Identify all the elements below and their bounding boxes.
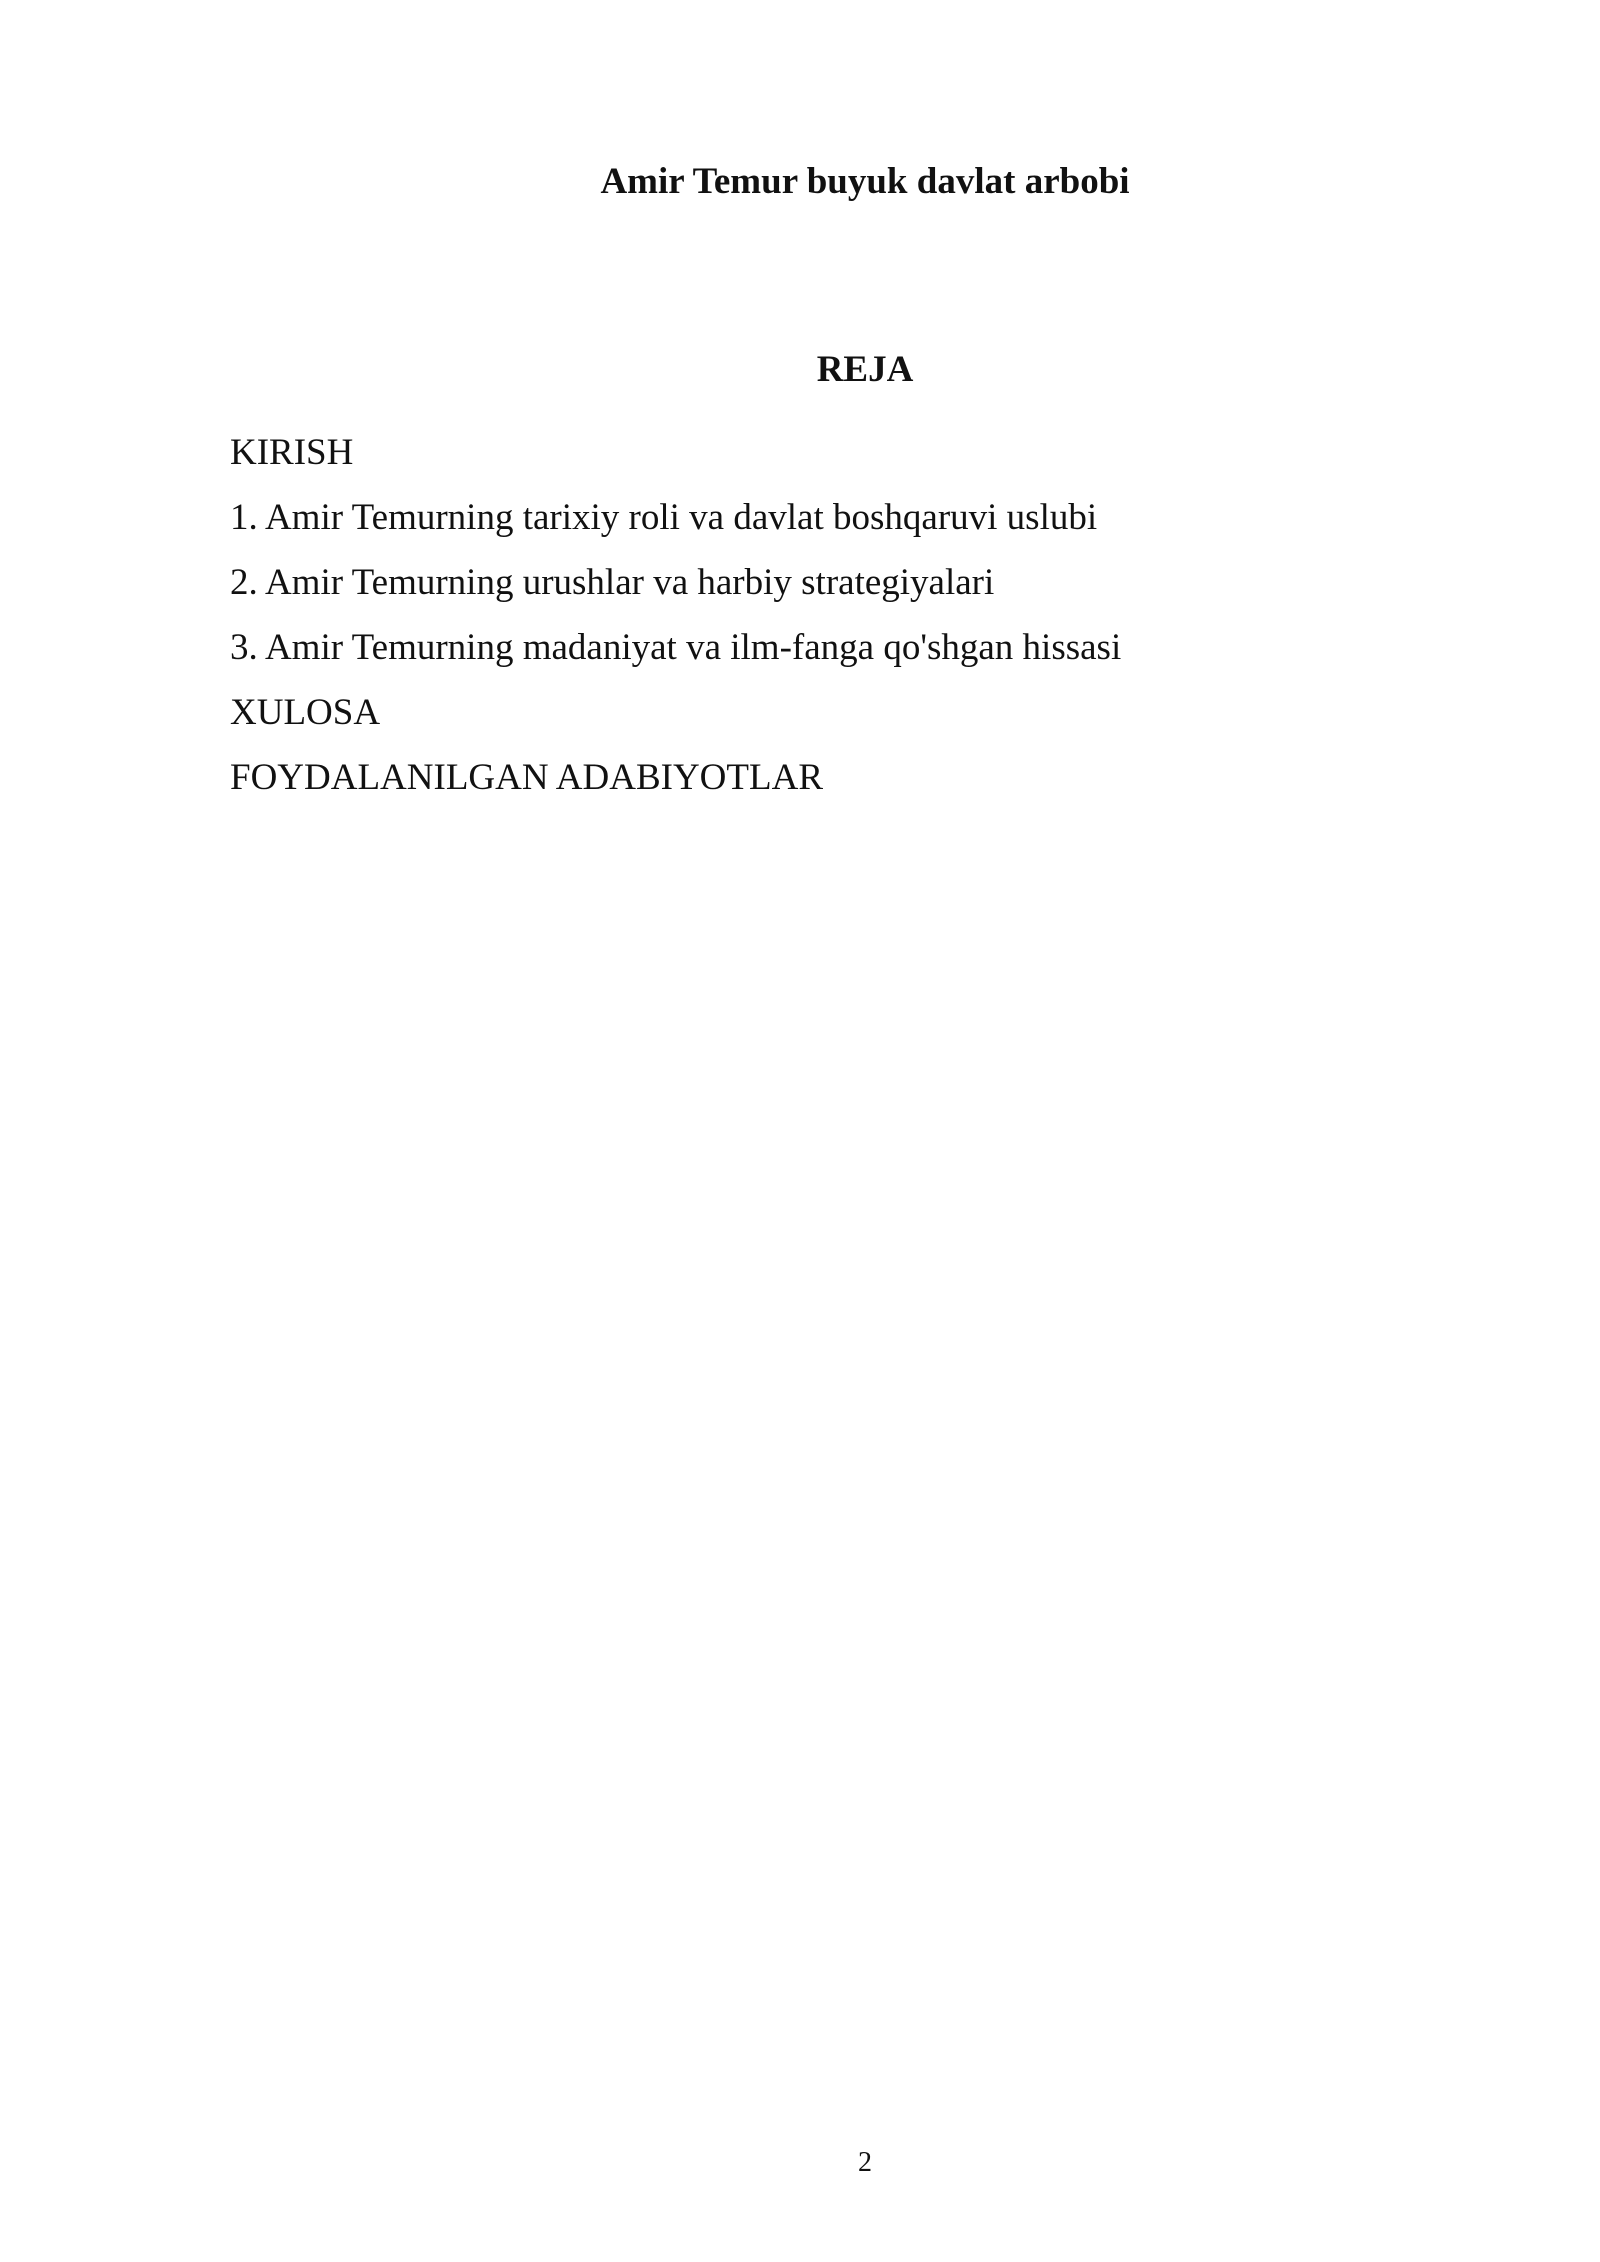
plan-item-introduction: KIRISH bbox=[230, 432, 354, 473]
plan-list bbox=[230, 420, 1121, 810]
plan-item-2: 2. Amir Temurning urushlar va harbiy strategiyalari bbox=[230, 562, 995, 603]
plan-item-conclusion: XULOSA bbox=[230, 692, 381, 733]
plan-heading: REJA bbox=[816, 349, 914, 390]
plan-item-1: 1. Amir Temurning tarixiy roli va davlat boshqaruvi uslubi bbox=[230, 497, 1098, 538]
document-title: Amir Temur buyuk davlat arbobi bbox=[600, 161, 1130, 202]
plan-item-3: 3. Amir Temurning madaniyat va ilm-fanga qo'shgan hissasi bbox=[230, 627, 1122, 668]
plan-item-references: FOYDALANILGAN ADABIYOTLAR bbox=[230, 757, 823, 798]
page-number: 2 bbox=[858, 2147, 872, 2178]
